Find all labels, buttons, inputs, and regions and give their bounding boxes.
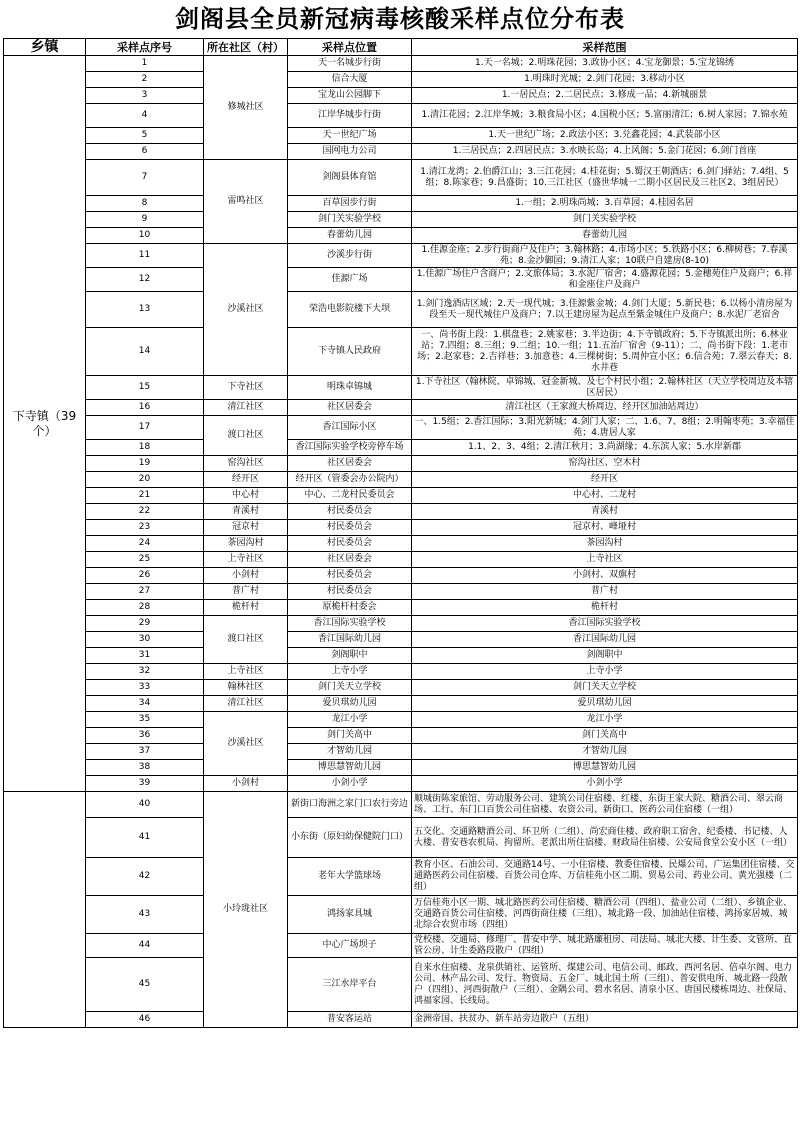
- point-number: 16: [86, 400, 204, 416]
- table-row: [4, 472, 798, 488]
- sampling-range: 上寺小学: [412, 664, 798, 680]
- sampling-range: 剑门关天立学校: [412, 680, 798, 696]
- point-number: 35: [86, 712, 204, 728]
- point-number: 39: [86, 776, 204, 792]
- sampling-range: 中心村、二龙村: [412, 488, 798, 504]
- community-cell: 渡口社区: [204, 416, 288, 456]
- point-number: 23: [86, 520, 204, 536]
- point-number: 14: [86, 328, 204, 376]
- point-location: 天一世纪广场: [288, 128, 412, 144]
- community-cell: 渡口社区: [204, 616, 288, 664]
- table-row: [4, 552, 798, 568]
- header-location: 采样点位置: [288, 39, 412, 56]
- table-row: [4, 104, 798, 128]
- table-row: [4, 536, 798, 552]
- table-row: [4, 600, 798, 616]
- point-location: 明珠卓锦城: [288, 376, 412, 400]
- table-row: [4, 818, 798, 858]
- sampling-range: 上寺社区: [412, 552, 798, 568]
- sampling-range: 顺城街陈家旅馆、劳动服务公司、建筑公司住宿楼、红楼、东街王家大院、糖酒公司、翠云商场、工行、东门口百货公司住宿楼、农资公司、新街口、医药公司住宿楼（一组）: [412, 792, 798, 818]
- point-number: 20: [86, 472, 204, 488]
- table-row: [4, 632, 798, 648]
- point-location: 中心、二龙村民委员会: [288, 488, 412, 504]
- sampling-range: 剑门关实验学校: [412, 212, 798, 228]
- point-number: 10: [86, 228, 204, 244]
- table-row: [4, 196, 798, 212]
- point-number: 30: [86, 632, 204, 648]
- point-location: 上寺小学: [288, 664, 412, 680]
- point-number: 32: [86, 664, 204, 680]
- sampling-range: 小剑村、双旗村: [412, 568, 798, 584]
- table-row: [4, 584, 798, 600]
- community-cell: 冠京村: [204, 520, 288, 536]
- sampling-range: 剑门关高中: [412, 728, 798, 744]
- town-cell: [4, 792, 86, 1028]
- table-row: [4, 400, 798, 416]
- point-location: 香江国际幼儿园: [288, 632, 412, 648]
- point-number: 21: [86, 488, 204, 504]
- table-row: [4, 416, 798, 440]
- point-location: 江岸华城步行街: [288, 104, 412, 128]
- point-location: 剑门关高中: [288, 728, 412, 744]
- point-location: 新街口海洲之家门口农行旁边: [288, 792, 412, 818]
- sampling-range: 1.清江龙湾；2.伯爵江山；3.三江花园；4.桂花街；5.蜀汉王朝酒店；6.剑门驿站；7.4组、5组；8.陈家巷；9.昌盛街；10.三江社区（盛世华城一二期小区居民及三社区2、3组居民）: [412, 160, 798, 196]
- sampling-range: 一、尚书街上段：1.棋盘巷；2.姚家巷；3.半边街；4.下寺镇政府；5.下寺镇派出所；6.林业站；7.四组；8.三组；9.二组；10.一组；11.五治厂宿舍（9-11）；二、尚书街下段：1.老市场；2.赵家巷；2.吉祥巷；3.加意巷；4.三棵树街；5.周仲宣小区；6.信合苑；7.翠云春天；8.水井巷: [412, 328, 798, 376]
- table-row: [4, 292, 798, 328]
- point-number: 22: [86, 504, 204, 520]
- point-number: 1: [86, 56, 204, 72]
- point-number: 41: [86, 818, 204, 858]
- sampling-range: 1.佳源广场住户含商户；2.文旅体局；3.水泥厂宿舍；4.盛源花园；5.金穗苑住户及商户；6.祥和金座住户及商户: [412, 268, 798, 292]
- header-range: 采样范围: [412, 39, 798, 56]
- point-location: 鸿扬家具城: [288, 896, 412, 934]
- table-row: [4, 128, 798, 144]
- point-location: 香江国际实验学校: [288, 616, 412, 632]
- sampling-range: 小剑小学: [412, 776, 798, 792]
- sampling-range: 香江国际实验学校: [412, 616, 798, 632]
- point-location: 佳源广场: [288, 268, 412, 292]
- table-row: [4, 56, 798, 72]
- point-location: 天一名城步行街: [288, 56, 412, 72]
- community-cell: 小剑村: [204, 568, 288, 584]
- table-row: [4, 696, 798, 712]
- table-row: [4, 568, 798, 584]
- table-row: [4, 212, 798, 228]
- point-number: 13: [86, 292, 204, 328]
- sampling-table: [3, 38, 798, 1028]
- point-number: 11: [86, 244, 204, 268]
- table-row: [4, 792, 798, 818]
- point-location: 经开区（管委会办公院内）: [288, 472, 412, 488]
- table-row: [4, 958, 798, 1012]
- table-row: [4, 160, 798, 196]
- point-location: 香江国际小区: [288, 416, 412, 440]
- community-cell: 雷鸣社区: [204, 160, 288, 244]
- sampling-range: 万信桂苑小区一期、城北路医药公司住宿楼、糖酒公司（四组）、盐业公司（二组）、乡镇企业、交通路百货公司住宿楼、河西街商住楼（三组）、城北路一段、加油站住宿楼、鸿扬家居城、城北综合农贸市场（四组）: [412, 896, 798, 934]
- point-number: 19: [86, 456, 204, 472]
- sampling-range: 党校楼、交通局、修理厂、普安中学、城北路廉租房、司法局、城北大楼、计生委、文管所、直管公房、计生委路段散户（四组）: [412, 934, 798, 958]
- community-cell: 翰林社区: [204, 680, 288, 696]
- point-location: 沙溪步行街: [288, 244, 412, 268]
- header-row: [4, 39, 798, 56]
- point-number: 34: [86, 696, 204, 712]
- point-number: 37: [86, 744, 204, 760]
- point-location: 剑门关实验学校: [288, 212, 412, 228]
- point-location: 原桅杆村委会: [288, 600, 412, 616]
- point-location: 社区居委会: [288, 456, 412, 472]
- sampling-range: 自来水住宿楼、龙泉供销社、运管所、煤建公司、电信公司、邮政、西河名居、倍卓尔阁、电力公司、林产品公司、发行、物资局、五金厂、城北国土所（三组）、普安供电所、城北路一段散户（四组）、河西街散户（三组）、金隅公司、碧水名居、清泉小区、唐国民楼栋周边、社保局、鸿福家园、长线局。: [412, 958, 798, 1012]
- point-location: 剑阁职中: [288, 648, 412, 664]
- table-row: [4, 520, 798, 536]
- sampling-range: 茶园沟村: [412, 536, 798, 552]
- table-row: [4, 616, 798, 632]
- point-location: 百草园步行街: [288, 196, 412, 212]
- point-number: 40: [86, 792, 204, 818]
- sampling-range: 桅杆村: [412, 600, 798, 616]
- table-row: [4, 648, 798, 664]
- table-row: [4, 228, 798, 244]
- table-row: [4, 268, 798, 292]
- point-location: 龙江小学: [288, 712, 412, 728]
- point-location: 村民委员会: [288, 504, 412, 520]
- sampling-range: 博思慧智幼儿园: [412, 760, 798, 776]
- sampling-range: 1.1、2、3、4组；2.清江秋月；3.尚湖缘；4.东滨人家；5.水岸新郡: [412, 440, 798, 456]
- community-cell: 清江社区: [204, 696, 288, 712]
- community-cell: 下寺社区: [204, 376, 288, 400]
- point-number: 3: [86, 88, 204, 104]
- point-location: 普安客运站: [288, 1012, 412, 1028]
- sampling-range: 1.天一世纪广场；2.政法小区；3.兑鑫花园；4.武装部小区: [412, 128, 798, 144]
- point-number: 33: [86, 680, 204, 696]
- sampling-range: 1.一组；2.明珠尚城；3.百草园；4.桂园名居: [412, 196, 798, 212]
- point-location: 老年大学篮球场: [288, 858, 412, 896]
- point-location: 村民委员会: [288, 520, 412, 536]
- community-cell: 小玲珑社区: [204, 792, 288, 1028]
- sampling-range: 1.佳源金座；2.步行街商户及住户；3.翰林路；4.市场小区；5.铁路小区；6.柳树巷；7.春溪苑；8.金沙御园；9.清江人家；10联户自建房(8-10): [412, 244, 798, 268]
- table-row: [4, 328, 798, 376]
- point-location: 小剑小学: [288, 776, 412, 792]
- table-row: [4, 744, 798, 760]
- sampling-range: 香江国际幼儿园: [412, 632, 798, 648]
- sampling-range: 教育小区、石油公司、交通路14号、一小住宿楼、教委住宿楼、民爆公司、广运集团住宿楼、交通路医药公司住宿楼、百货公司仓库、万信桂苑小区二期、贸易公司、药业公司、黄光强楼（二组）: [412, 858, 798, 896]
- table-row: [4, 504, 798, 520]
- community-cell: 经开区: [204, 472, 288, 488]
- point-number: 46: [86, 1012, 204, 1028]
- point-number: 31: [86, 648, 204, 664]
- point-location: 香江国际实验学校旁停车场: [288, 440, 412, 456]
- point-number: 24: [86, 536, 204, 552]
- sampling-range: 1.一居民点；2.二居民点；3.修成一品；4.新城丽景: [412, 88, 798, 104]
- table-row: [4, 440, 798, 456]
- table-row: [4, 760, 798, 776]
- point-location: 剑门关天立学校: [288, 680, 412, 696]
- town-cell: 下寺镇（39个）: [4, 56, 86, 792]
- table-row: [4, 144, 798, 160]
- point-number: 9: [86, 212, 204, 228]
- sampling-range: 1.清江花园；2.江岸华城；3.粮食局小区；4.国税小区；5.富丽清江；6.树人家园；7.锦水苑: [412, 104, 798, 128]
- community-cell: 沙溪社区: [204, 712, 288, 776]
- table-row: [4, 680, 798, 696]
- point-location: 剑阁县体育馆: [288, 160, 412, 196]
- point-number: 12: [86, 268, 204, 292]
- point-number: 43: [86, 896, 204, 934]
- sampling-range: 爱贝琪幼儿园: [412, 696, 798, 712]
- point-location: 爱贝琪幼儿园: [288, 696, 412, 712]
- sampling-range: 经开区: [412, 472, 798, 488]
- sampling-range: 窑沟社区、空木村: [412, 456, 798, 472]
- table-body: [4, 56, 798, 1028]
- sampling-range: 一、1.5组；2.香江国际；3.阳光新城；4.剑门人家；二、1.6、7、8组；2.明翰枣苑；3.幸福佳苑；4.唐居人家: [412, 416, 798, 440]
- point-location: 博思慧智幼儿园: [288, 760, 412, 776]
- point-number: 4: [86, 104, 204, 128]
- header-no: 采样点序号: [86, 39, 204, 56]
- sampling-range: 冠京村、峰垭村: [412, 520, 798, 536]
- table-row: [4, 664, 798, 680]
- table-row: [4, 858, 798, 896]
- community-cell: 窑沟社区: [204, 456, 288, 472]
- point-number: 45: [86, 958, 204, 1012]
- point-location: 小东街（原妇幼保健院门口）: [288, 818, 412, 858]
- table-row: [4, 776, 798, 792]
- point-location: 荣浩电影院楼下大坝: [288, 292, 412, 328]
- point-number: 6: [86, 144, 204, 160]
- point-location: 三江水岸平台: [288, 958, 412, 1012]
- point-number: 28: [86, 600, 204, 616]
- community-cell: 上寺社区: [204, 664, 288, 680]
- header-community: 所在社区（村）: [204, 39, 288, 56]
- community-cell: 桅杆村: [204, 600, 288, 616]
- sampling-range: 1.三居民点；2.四居民点；3.水映长岛；4.上风阁；5.金门花园；6.剑门首座: [412, 144, 798, 160]
- community-cell: 茶园沟村: [204, 536, 288, 552]
- community-cell: 小剑村: [204, 776, 288, 792]
- sampling-range: 龙江小学: [412, 712, 798, 728]
- point-number: 26: [86, 568, 204, 584]
- community-cell: 修城社区: [204, 56, 288, 160]
- sampling-range: 普广村: [412, 584, 798, 600]
- point-location: 社区居委会: [288, 552, 412, 568]
- page-title: 剑阁县全员新冠病毒核酸采样点位分布表: [175, 4, 625, 33]
- sampling-range: 清江社区（王家渡大桥周边、经开区加油站周边）: [412, 400, 798, 416]
- sampling-range: 春蕾幼儿园: [412, 228, 798, 244]
- table-row: [4, 376, 798, 400]
- point-number: 5: [86, 128, 204, 144]
- point-number: 8: [86, 196, 204, 212]
- point-location: 下寺镇人民政府: [288, 328, 412, 376]
- community-cell: 普广村: [204, 584, 288, 600]
- community-cell: 沙溪社区: [204, 244, 288, 376]
- sampling-range: 1.剑门逸酒店区域；2.天一现代城；3.佳源紫金城；4.剑门大厦；5.新民巷；6.以杨小清房屋为段至天一现代城住户及商户；7.以王建房屋为起点至紫金城住户及商户；8.水泥厂老宿舍: [412, 292, 798, 328]
- point-location: 信合大厦: [288, 72, 412, 88]
- point-location: 村民委员会: [288, 584, 412, 600]
- point-location: 才智幼儿园: [288, 744, 412, 760]
- table-row: [4, 244, 798, 268]
- point-number: 36: [86, 728, 204, 744]
- header-town: 乡镇: [4, 39, 86, 56]
- table-row: [4, 728, 798, 744]
- point-location: 社区居委会: [288, 400, 412, 416]
- point-number: 7: [86, 160, 204, 196]
- point-number: 18: [86, 440, 204, 456]
- sampling-range: 1.明珠时光城；2.剑门花园；3.移动小区: [412, 72, 798, 88]
- community-cell: 清江社区: [204, 400, 288, 416]
- point-location: 村民委员会: [288, 536, 412, 552]
- table-row: [4, 712, 798, 728]
- sampling-range: 青溪村: [412, 504, 798, 520]
- point-location: 宝龙山公园脚下: [288, 88, 412, 104]
- table-row: [4, 934, 798, 958]
- table-row: [4, 488, 798, 504]
- point-number: 42: [86, 858, 204, 896]
- point-location: 村民委员会: [288, 568, 412, 584]
- point-number: 38: [86, 760, 204, 776]
- point-number: 44: [86, 934, 204, 958]
- point-number: 25: [86, 552, 204, 568]
- table-row: [4, 72, 798, 88]
- sampling-range: 1.下寺社区（翰林院、卓锦城、冠金新城、及七个村民小组；2.翰林社区（天立学校周边及本辖区居民）: [412, 376, 798, 400]
- point-number: 27: [86, 584, 204, 600]
- point-number: 2: [86, 72, 204, 88]
- community-cell: 上寺社区: [204, 552, 288, 568]
- sampling-range: 金洲帝国、扶贫办、新车站旁边散户（五组）: [412, 1012, 798, 1028]
- sampling-range: 剑阁职中: [412, 648, 798, 664]
- table-row: [4, 88, 798, 104]
- point-number: 17: [86, 416, 204, 440]
- table-row: [4, 1012, 798, 1028]
- community-cell: 青溪村: [204, 504, 288, 520]
- point-location: 中心广场坝子: [288, 934, 412, 958]
- table-row: [4, 896, 798, 934]
- point-location: 国网电力公司: [288, 144, 412, 160]
- point-location: 春蕾幼儿园: [288, 228, 412, 244]
- sampling-range: 五交化、交通路糖酒公司、环卫所（二组）、尚宏商住楼、政府职工宿舍、纪委楼、书记楼、人大楼、普安巷农机局、拘留所、老派出所住宿楼、财政局住宿楼、公安局食堂公安小区（一组）: [412, 818, 798, 858]
- community-cell: 中心村: [204, 488, 288, 504]
- point-number: 15: [86, 376, 204, 400]
- sampling-range: 才智幼儿园: [412, 744, 798, 760]
- table-row: [4, 456, 798, 472]
- point-number: 29: [86, 616, 204, 632]
- sampling-range: 1.天一名城；2.明珠花园；3.政协小区；4.宝龙御景；5.宝龙锦绣: [412, 56, 798, 72]
